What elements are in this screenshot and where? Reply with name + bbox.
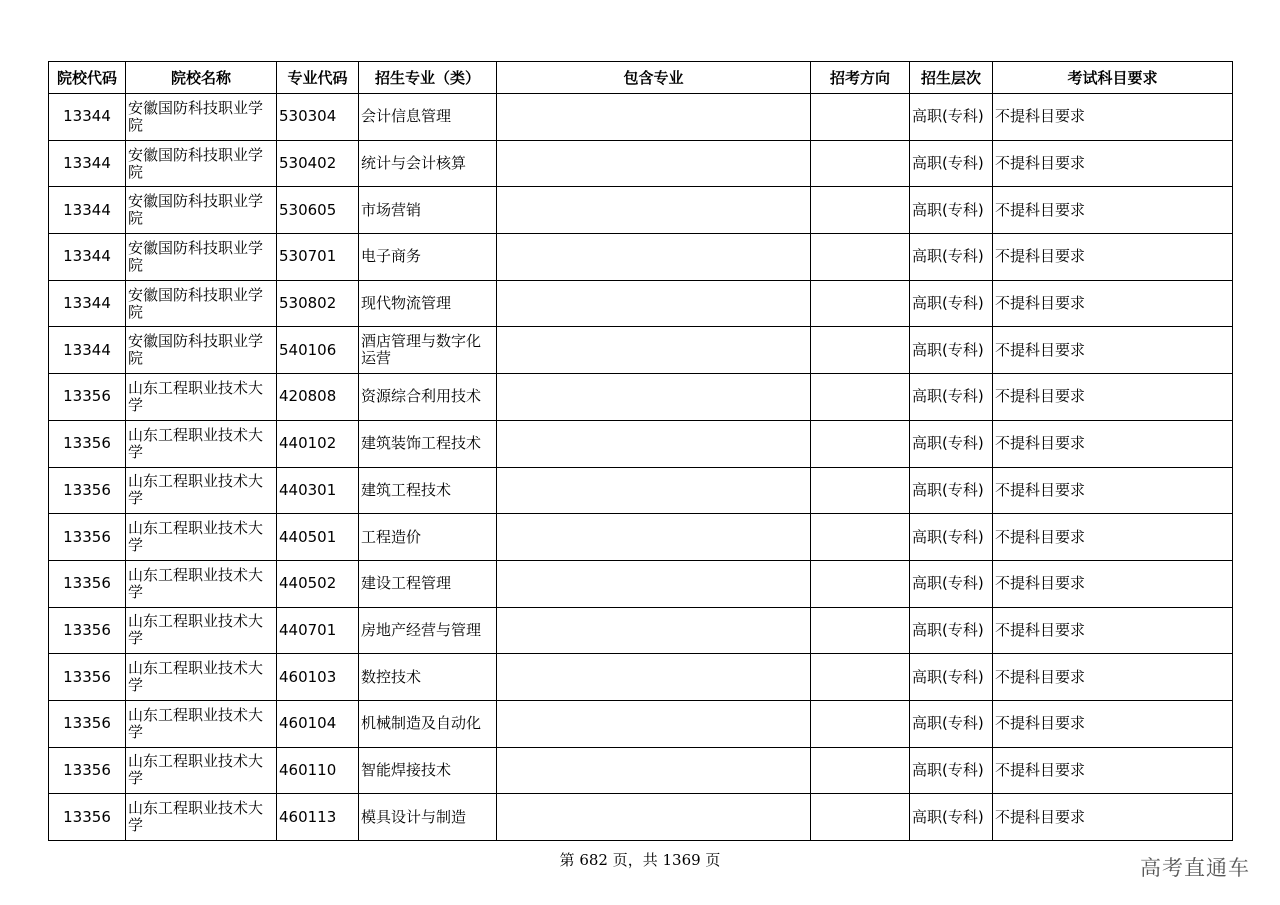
level-cell: 高职(专科)	[910, 794, 993, 841]
direction-cell	[811, 560, 910, 607]
major-cell: 市场营销	[359, 187, 497, 234]
major-code-cell: 460104	[277, 700, 359, 747]
included-majors-cell	[497, 514, 811, 561]
table-row	[49, 607, 1233, 654]
header-major: 招生专业（类）	[359, 62, 497, 94]
major-cell: 智能焊接技术	[359, 747, 497, 794]
included-majors-cell	[497, 794, 811, 841]
school-code-cell: 13356	[49, 700, 126, 747]
level-cell: 高职(专科)	[910, 280, 993, 327]
major-code-cell: 440301	[277, 467, 359, 514]
table-row	[49, 374, 1233, 421]
school-code-cell: 13356	[49, 747, 126, 794]
direction-cell	[811, 420, 910, 467]
table-row	[49, 234, 1233, 281]
table-row	[49, 794, 1233, 841]
header-direction: 招考方向	[811, 62, 910, 94]
major-cell: 数控技术	[359, 654, 497, 701]
school-name-cell: 安徽国防科技职业学院	[126, 234, 277, 281]
table-row	[49, 280, 1233, 327]
direction-cell	[811, 94, 910, 141]
table-header-row	[49, 62, 1233, 94]
major-cell: 模具设计与制造	[359, 794, 497, 841]
school-code-cell: 13356	[49, 560, 126, 607]
subject-requirement-cell: 不提科目要求	[993, 280, 1233, 327]
header-school-name: 院校名称	[126, 62, 277, 94]
table-row	[49, 420, 1233, 467]
major-code-cell: 440102	[277, 420, 359, 467]
major-cell: 房地产经营与管理	[359, 607, 497, 654]
subject-requirement-cell: 不提科目要求	[993, 747, 1233, 794]
header-level: 招生层次	[910, 62, 993, 94]
table-row	[49, 467, 1233, 514]
school-name-cell: 安徽国防科技职业学院	[126, 280, 277, 327]
subject-requirement-cell: 不提科目要求	[993, 187, 1233, 234]
major-cell: 机械制造及自动化	[359, 700, 497, 747]
header-school-code: 院校代码	[49, 62, 126, 94]
major-code-cell: 440501	[277, 514, 359, 561]
included-majors-cell	[497, 654, 811, 701]
major-code-cell: 530304	[277, 94, 359, 141]
school-name-cell: 山东工程职业技术大学	[126, 560, 277, 607]
table-row	[49, 654, 1233, 701]
major-code-cell: 420808	[277, 374, 359, 421]
school-name-cell: 山东工程职业技术大学	[126, 794, 277, 841]
included-majors-cell	[497, 327, 811, 374]
school-name-cell: 安徽国防科技职业学院	[126, 187, 277, 234]
included-majors-cell	[497, 467, 811, 514]
table-row	[49, 700, 1233, 747]
included-majors-cell	[497, 94, 811, 141]
school-code-cell: 13344	[49, 280, 126, 327]
subject-requirement-cell: 不提科目要求	[993, 234, 1233, 281]
level-cell: 高职(专科)	[910, 327, 993, 374]
included-majors-cell	[497, 140, 811, 187]
header-subject-requirement: 考试科目要求	[993, 62, 1233, 94]
level-cell: 高职(专科)	[910, 560, 993, 607]
subject-requirement-cell: 不提科目要求	[993, 374, 1233, 421]
level-cell: 高职(专科)	[910, 140, 993, 187]
included-majors-cell	[497, 280, 811, 327]
major-code-cell: 440701	[277, 607, 359, 654]
admissions-table	[48, 61, 1233, 841]
major-cell: 建设工程管理	[359, 560, 497, 607]
major-code-cell: 530402	[277, 140, 359, 187]
table-row	[49, 747, 1233, 794]
school-code-cell: 13344	[49, 187, 126, 234]
direction-cell	[811, 327, 910, 374]
header-major-code: 专业代码	[277, 62, 359, 94]
school-code-cell: 13356	[49, 374, 126, 421]
major-cell: 建筑工程技术	[359, 467, 497, 514]
included-majors-cell	[497, 420, 811, 467]
school-code-cell: 13356	[49, 654, 126, 701]
subject-requirement-cell: 不提科目要求	[993, 654, 1233, 701]
school-code-cell: 13344	[49, 140, 126, 187]
school-name-cell: 山东工程职业技术大学	[126, 374, 277, 421]
direction-cell	[811, 187, 910, 234]
school-name-cell: 山东工程职业技术大学	[126, 607, 277, 654]
direction-cell	[811, 374, 910, 421]
subject-requirement-cell: 不提科目要求	[993, 420, 1233, 467]
school-code-cell: 13356	[49, 467, 126, 514]
school-name-cell: 安徽国防科技职业学院	[126, 140, 277, 187]
direction-cell	[811, 607, 910, 654]
level-cell: 高职(专科)	[910, 187, 993, 234]
subject-requirement-cell: 不提科目要求	[993, 794, 1233, 841]
level-cell: 高职(专科)	[910, 234, 993, 281]
major-cell: 现代物流管理	[359, 280, 497, 327]
table-row	[49, 140, 1233, 187]
school-code-cell: 13344	[49, 234, 126, 281]
level-cell: 高职(专科)	[910, 467, 993, 514]
school-name-cell: 安徽国防科技职业学院	[126, 94, 277, 141]
subject-requirement-cell: 不提科目要求	[993, 327, 1233, 374]
major-cell: 建筑装饰工程技术	[359, 420, 497, 467]
school-name-cell: 山东工程职业技术大学	[126, 467, 277, 514]
level-cell: 高职(专科)	[910, 700, 993, 747]
included-majors-cell	[497, 560, 811, 607]
direction-cell	[811, 234, 910, 281]
level-cell: 高职(专科)	[910, 420, 993, 467]
direction-cell	[811, 467, 910, 514]
level-cell: 高职(专科)	[910, 747, 993, 794]
major-code-cell: 460103	[277, 654, 359, 701]
level-cell: 高职(专科)	[910, 374, 993, 421]
subject-requirement-cell: 不提科目要求	[993, 140, 1233, 187]
school-name-cell: 山东工程职业技术大学	[126, 747, 277, 794]
table-row	[49, 327, 1233, 374]
watermark: 高考直通车	[1140, 856, 1250, 880]
subject-requirement-cell: 不提科目要求	[993, 467, 1233, 514]
header-included-majors: 包含专业	[497, 62, 811, 94]
direction-cell	[811, 140, 910, 187]
table-row	[49, 94, 1233, 141]
major-code-cell: 460113	[277, 794, 359, 841]
included-majors-cell	[497, 747, 811, 794]
included-majors-cell	[497, 700, 811, 747]
included-majors-cell	[497, 607, 811, 654]
school-code-cell: 13356	[49, 514, 126, 561]
included-majors-cell	[497, 234, 811, 281]
school-code-cell: 13356	[49, 794, 126, 841]
major-cell: 酒店管理与数字化运营	[359, 327, 497, 374]
level-cell: 高职(专科)	[910, 607, 993, 654]
major-code-cell: 460110	[277, 747, 359, 794]
level-cell: 高职(专科)	[910, 94, 993, 141]
major-code-cell: 440502	[277, 560, 359, 607]
school-name-cell: 安徽国防科技职业学院	[126, 327, 277, 374]
major-code-cell: 540106	[277, 327, 359, 374]
subject-requirement-cell: 不提科目要求	[993, 514, 1233, 561]
level-cell: 高职(专科)	[910, 514, 993, 561]
major-cell: 会计信息管理	[359, 94, 497, 141]
included-majors-cell	[497, 187, 811, 234]
school-name-cell: 山东工程职业技术大学	[126, 700, 277, 747]
table-row	[49, 514, 1233, 561]
page-number: 第 682 页，共 1369 页	[559, 851, 721, 869]
subject-requirement-cell: 不提科目要求	[993, 700, 1233, 747]
subject-requirement-cell: 不提科目要求	[993, 94, 1233, 141]
included-majors-cell	[497, 374, 811, 421]
school-code-cell: 13356	[49, 607, 126, 654]
table-row	[49, 187, 1233, 234]
major-code-cell: 530605	[277, 187, 359, 234]
major-cell: 工程造价	[359, 514, 497, 561]
direction-cell	[811, 700, 910, 747]
table-row	[49, 560, 1233, 607]
school-code-cell: 13344	[49, 94, 126, 141]
subject-requirement-cell: 不提科目要求	[993, 607, 1233, 654]
major-cell: 电子商务	[359, 234, 497, 281]
table-body	[49, 94, 1233, 841]
school-name-cell: 山东工程职业技术大学	[126, 654, 277, 701]
school-code-cell: 13344	[49, 327, 126, 374]
direction-cell	[811, 747, 910, 794]
direction-cell	[811, 514, 910, 561]
major-code-cell: 530701	[277, 234, 359, 281]
level-cell: 高职(专科)	[910, 654, 993, 701]
school-code-cell: 13356	[49, 420, 126, 467]
direction-cell	[811, 794, 910, 841]
subject-requirement-cell: 不提科目要求	[993, 560, 1233, 607]
major-cell: 统计与会计核算	[359, 140, 497, 187]
school-name-cell: 山东工程职业技术大学	[126, 420, 277, 467]
direction-cell	[811, 280, 910, 327]
major-cell: 资源综合利用技术	[359, 374, 497, 421]
direction-cell	[811, 654, 910, 701]
major-code-cell: 530802	[277, 280, 359, 327]
school-name-cell: 山东工程职业技术大学	[126, 514, 277, 561]
